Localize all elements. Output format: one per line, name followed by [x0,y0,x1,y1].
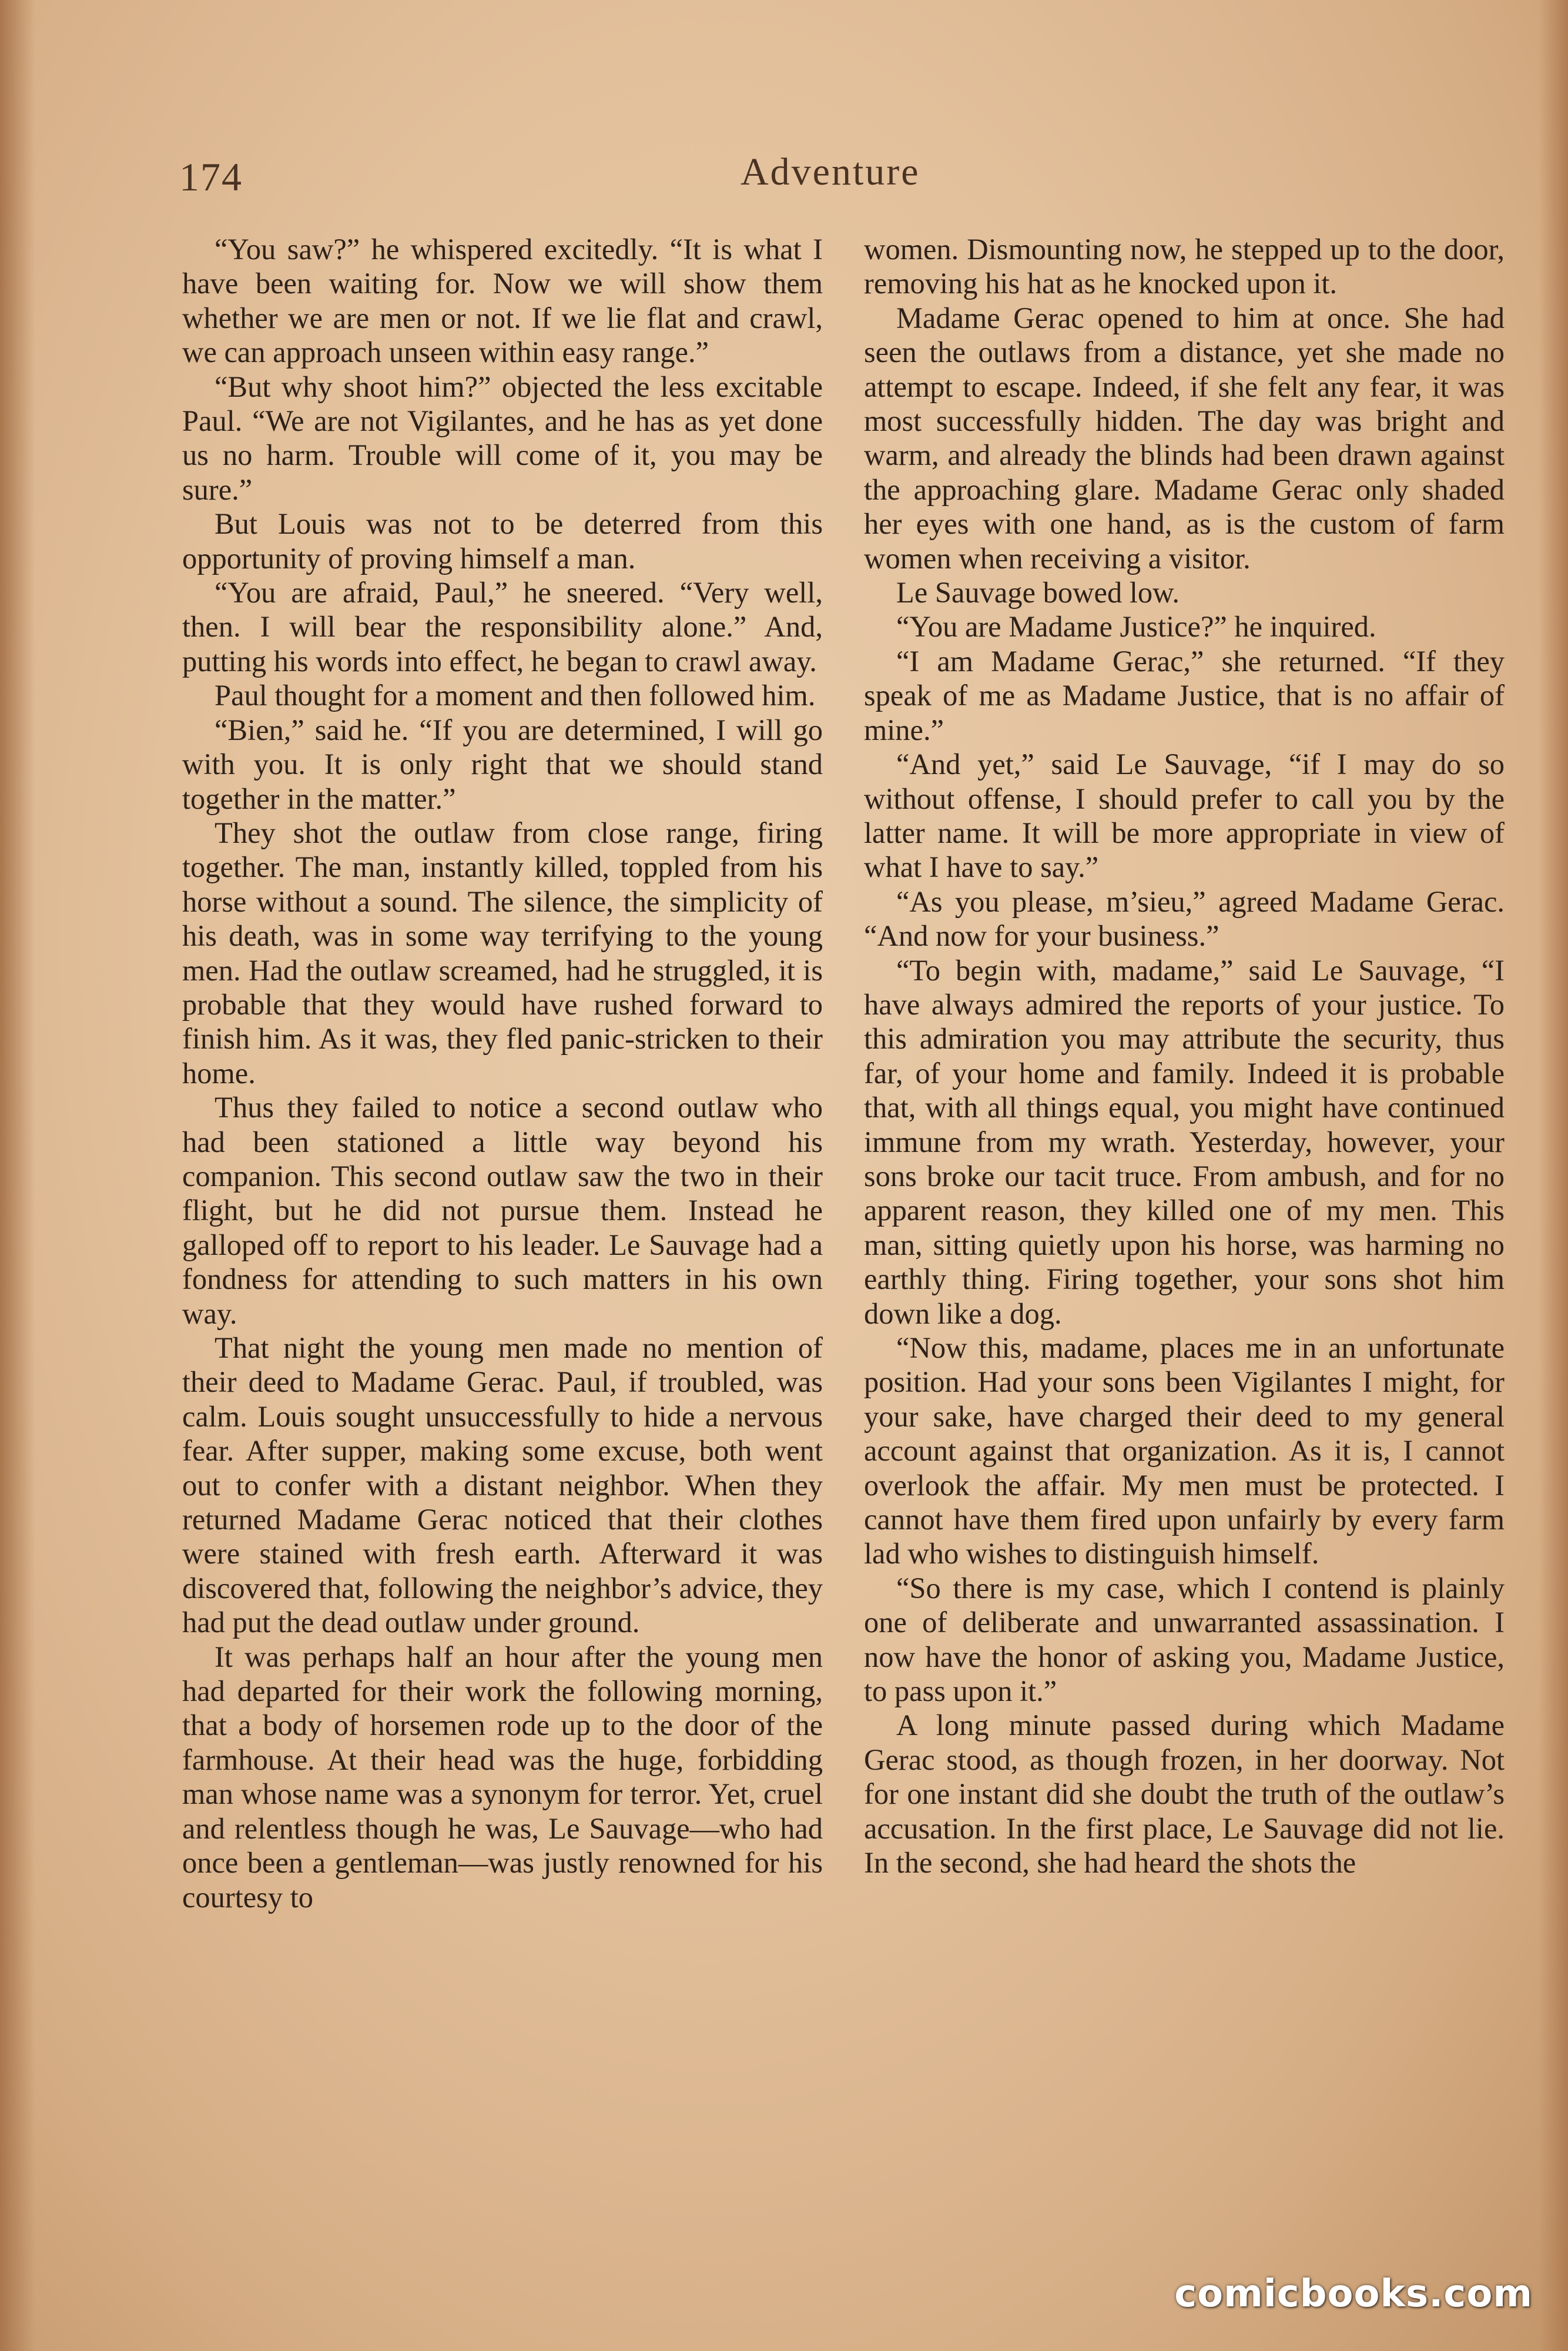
paragraph: That night the young men made no mention of their deed to Madame Gerac. Paul, if troubled, was calm. Louis sought unsuccessfully to hide a nervous fear. After supper, making some excuse, both went out to confer with a distant neighbor. When they returned Madame Gerac noticed that their clothes were stained with fresh earth. Afterward it was discovered that, following the neighbor’s advice, they had put the dead outlaw under ground. [182,1331,823,1639]
paragraph: It was perhaps half an hour after the young men had departed for their work the following morning, that a body of horsemen rode up to the door of the farmhouse. At their head was the huge, forbidding man whose name was a synonym for terror. Yet, cruel and relentless though he was, Le Sauvage—who had once been a gentleman—was justly renowned for his courtesy to [182,1640,823,1914]
paragraph: “You are Madame Justice?” he inquired. [896,610,1376,644]
paragraph: But Louis was not to be deterred from this opportunity of proving himself a man. [182,507,823,575]
running-title: Adventure [741,150,920,193]
page-edge-right [1539,0,1568,2351]
paragraph: “I am Madame Gerac,” she returned. “If they speak of me as Madame Justice, that is no affair of mine.” [864,644,1505,746]
paragraph: Paul thought for a moment and then followed him. [215,679,816,712]
paragraph: Madame Gerac opened to him at once. She had seen the outlaws from a distance, yet she made no attempt to escape. Indeed, if she felt any fear, it was most successfully hidden. The day was bright and warm, and already the blinds had been drawn against the approaching glare. Madame Gerac only shaded her eyes with one hand, as is the custom of farm women when receiving a visitor. [864,301,1505,575]
paragraph: “So there is my case, which I contend is plainly one of deliberate and unwarranted assassination. I now have the honor of asking you, Madame Justice, to pass upon it.” [864,1571,1505,1708]
paragraph: Thus they failed to notice a second outlaw who had been stationed a little way beyond his companion. This second outlaw saw the two in their flight, but he did not pursue them. Instead he galloped off to report to his leader. Le Sauvage had a fondness for attending to such matters in his own way. [182,1091,823,1330]
paragraph: “And yet,” said Le Sauvage, “if I may do so without offense, I should prefer to call you by the latter name. It will be more appropriate in view of what I have to say.” [864,748,1505,884]
paragraph: They shot the outlaw from close range, firing together. The man, instantly killed, toppled from his horse without a sound. The silence, the simplicity of his death, was in some way terrifying to the young men. Had the outlaw screamed, had he struggled, it is probable that they would have rushed forward to finish him. As it was, they fled panic-stricken to their home. [182,816,823,1090]
paragraph: “But why shoot him?” objected the less excitable Paul. “We are not Vigilantes, and he has as yet done us no harm. Trouble will come of it, you may be sure.” [182,370,823,506]
paragraph: “Now this, madame, places me in an unfortunate position. Had your sons been Vigilantes I might, for your sake, have charged their deed to my general account against that organization. As it is, I cannot overlook the affair. My men must be protected. I cannot have them fired upon unfairly by every farm lad who wishes to distinguish himself. [864,1331,1505,1570]
paragraph: “You saw?” he whispered excitedly. “It is what I have been waiting for. Now we will show them whether we are men or not. If we lie flat and crawl, we can approach unseen within easy range.” [182,233,823,369]
left-column [182,232,823,1914]
paragraph: “As you please, m’sieu,” agreed Madame Gerac. “And now for your business.” [864,885,1505,953]
paragraph: Le Sauvage bowed low. [896,576,1180,609]
paragraph: “To begin with, madame,” said Le Sauvage, “I have always admired the reports of your justice. To this admiration you may attribute the security, thus far, of your home and family. Indeed it is probable that, with all things equal, you might have continued immune from my wrath. Yesterday, however, your sons broke our tacit truce. From ambush, and for no apparent reason, they killed one of my men. This man, sitting quietly upon his horse, was harming no earthly thing. Firing together, your sons shot him down like a dog. [864,953,1505,1330]
paragraph: “You are afraid, Paul,” he sneered. “Very well, then. I will bear the responsibility alone.” And, putting his words into effect, he began to crawl away. [182,576,823,678]
page-number: 174 [179,155,243,199]
watermark: comicbooks.com [1174,2272,1533,2316]
right-column [864,232,1505,1880]
paragraph: “Bien,” said he. “If you are determined, I will go with you. It is only right that we should stand together in the matter.” [182,713,823,815]
paragraph: A long minute passed during which Madame Gerac stood, as though frozen, in her doorway. Not for one instant did she doubt the truth of the outlaw’s accusation. In the first place, Le Sauvage did not lie. In the second, she had heard the shots the [864,1709,1505,1880]
paragraph: women. Dismounting now, he stepped up to the door, removing his hat as he knocked upon it. [864,233,1505,300]
page-edge-left [0,0,35,2351]
